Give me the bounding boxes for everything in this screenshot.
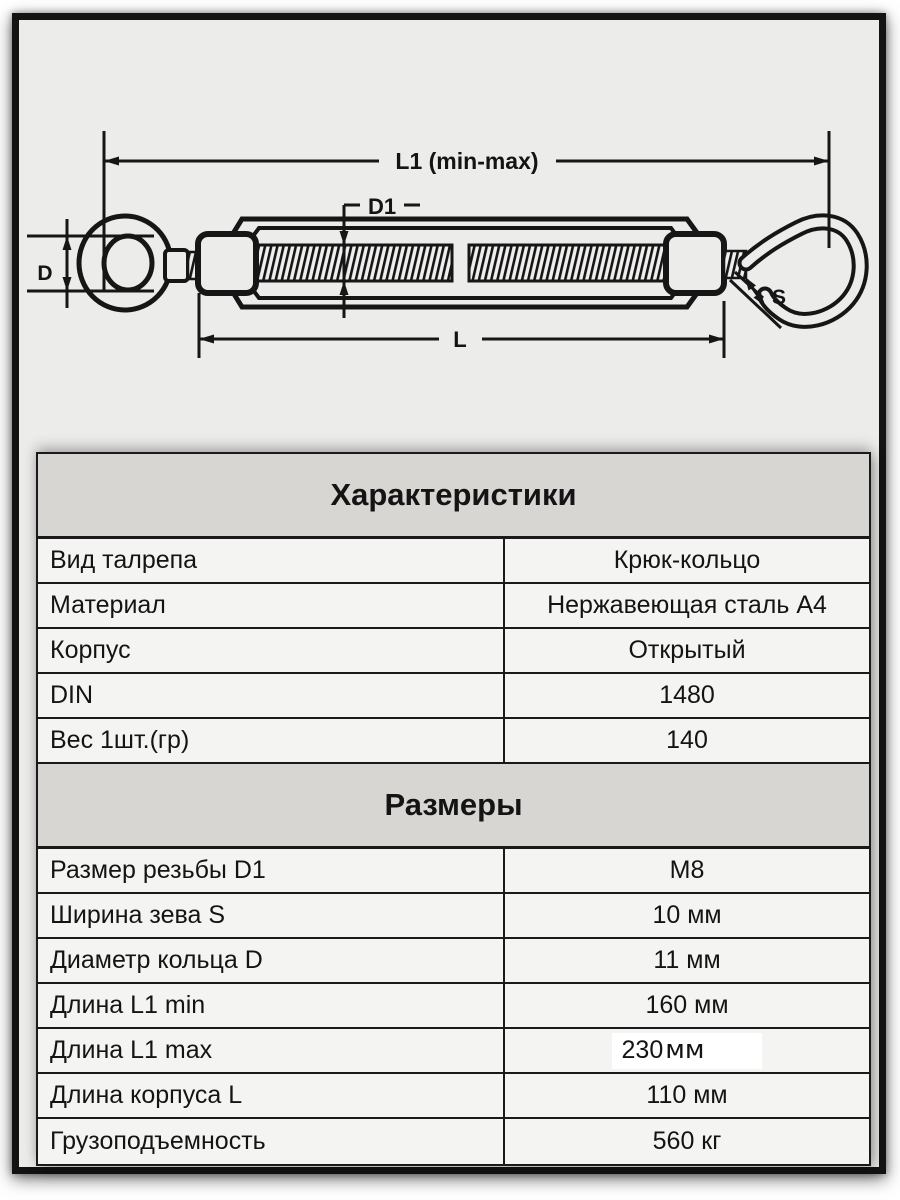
turnbuckle-diagram (19, 106, 879, 376)
hook (746, 222, 860, 320)
section-header-dimensions: Размеры (38, 764, 869, 849)
row-value-number: 230 (621, 1035, 664, 1064)
row-value (505, 1029, 869, 1072)
row-label: Длина L1 min (38, 984, 505, 1027)
arrowhead (63, 236, 72, 250)
row-value: М8 (669, 856, 705, 884)
arrowhead (340, 281, 349, 295)
row-label: Грузоподъемность (38, 1119, 505, 1164)
row-material (38, 584, 869, 629)
dimension-label-s: S (771, 286, 787, 309)
row-label: Диаметр кольца D (38, 939, 505, 982)
row-jaw-width (38, 894, 869, 939)
row-load-capacity (38, 1119, 869, 1164)
row-body-type (38, 629, 869, 674)
row-label: Материал (38, 584, 505, 627)
arrowhead (104, 157, 119, 166)
row-label: Длина L1 max (38, 1029, 505, 1072)
row-label: Корпус (38, 629, 505, 672)
nut-left (198, 234, 256, 293)
arrowhead (340, 231, 349, 245)
row-value: 140 (666, 726, 708, 754)
row-value: Крюк-кольцо (613, 546, 761, 574)
arrowhead (709, 335, 724, 344)
row-label: Ширина зева S (38, 894, 505, 937)
row-value: Открытый (628, 636, 746, 664)
row-thread-size (38, 849, 869, 894)
row-label: Вид талрепа (38, 539, 505, 582)
row-weight (38, 719, 869, 764)
row-type (38, 539, 869, 584)
row-value-unit: мм (665, 1034, 705, 1065)
dimension-label-d: D (37, 262, 53, 285)
dimension-label-l: L (453, 327, 467, 352)
turnbuckle-drawing (19, 106, 879, 376)
row-label: DIN (38, 674, 505, 717)
row-din (38, 674, 869, 719)
arrowhead (63, 277, 72, 291)
eye-ring (79, 216, 171, 310)
section-header-characteristics: Характеристики (38, 454, 869, 539)
dimension-label-l1: L1 (min-max) (395, 148, 539, 174)
edited-value-patch (612, 1033, 763, 1069)
row-value: 110 мм (646, 1081, 728, 1109)
row-value: 560 кг (652, 1127, 722, 1155)
arrowhead (814, 157, 829, 166)
dimension-label-d1: D1 (367, 194, 397, 219)
spec-table (36, 452, 871, 1166)
eye-stud-collar (165, 250, 188, 281)
arrowhead (199, 335, 214, 344)
row-label: Размер резьбы D1 (38, 849, 505, 892)
nut-right (666, 234, 724, 293)
row-value: 1480 (659, 681, 715, 709)
row-label: Вес 1шт.(гр) (38, 719, 505, 762)
row-ring-diameter (38, 939, 869, 984)
row-value: 10 мм (652, 901, 722, 929)
photo-frame (12, 13, 886, 1174)
row-body-length (38, 1074, 869, 1119)
row-value: 11 мм (653, 946, 721, 974)
thread-rod-right (469, 245, 666, 281)
row-label: Длина корпуса L (38, 1074, 505, 1117)
row-value: Нержавеющая сталь А4 (547, 591, 827, 619)
row-length-max (38, 1029, 869, 1074)
row-value: 160 мм (645, 991, 729, 1019)
row-length-min (38, 984, 869, 1029)
